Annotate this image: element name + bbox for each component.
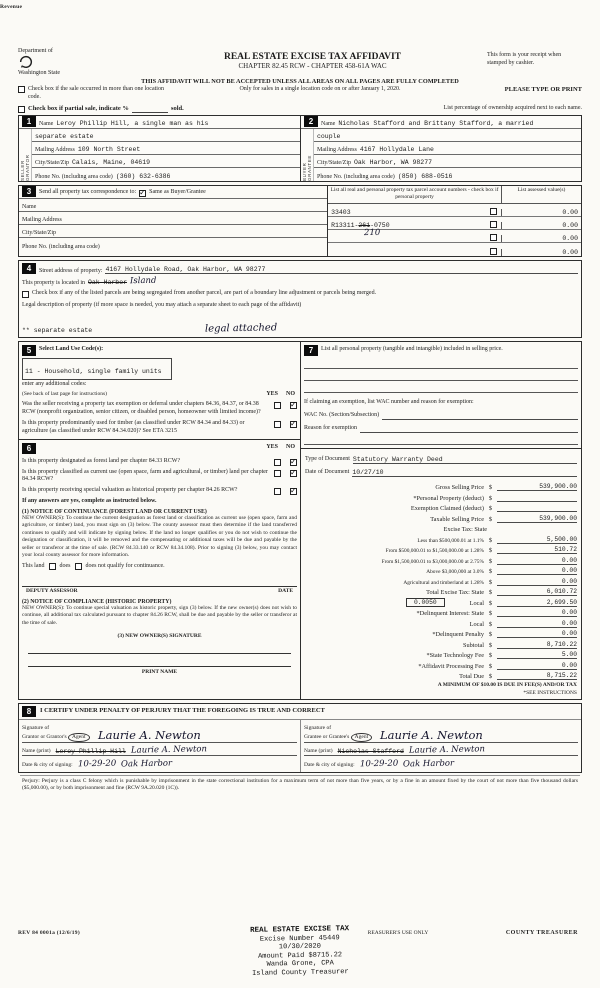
tax-line-excise-header: Excise Tax: State <box>443 526 487 534</box>
parcel-numbers-header: List all real and personal property tax parcel account numbers - check box if personal property <box>330 187 499 201</box>
section-7-number: 7 <box>304 345 318 356</box>
perjury-statement: Perjury: Perjury is a class C felony which is punishable by imprisonment in the state correctional institution for a maximum term of not more than five years, or by a fine in an amount fixed by the court of not more than five thousand dollars ($5,000.00), or by both imprisonment and fine (RCW 9A.20.020 (1C)). <box>20 775 580 793</box>
treasurer-use-only-label: REASURER'S USE ONLY <box>367 930 429 936</box>
seller-name-value-2[interactable]: separate estate <box>35 133 94 141</box>
s6-yes-header: YES <box>266 444 278 451</box>
s5-q2-no-checkbox[interactable] <box>290 421 297 428</box>
reason-label: Reason for exemption <box>304 424 357 431</box>
certify-statement: I CERTIFY UNDER PENALTY OF PERJURY THAT THE FOREGOING IS TRUE AND CORRECT <box>40 707 325 715</box>
section-4-number: 4 <box>22 263 36 274</box>
tax-line-delinquent-interest-state: *Delinquent Interest: State $ 0.00 <box>416 609 577 618</box>
ownership-label: List percentage of ownership acquired next to each name. <box>443 105 582 112</box>
street-address-label: Street address of property: <box>39 267 103 274</box>
s5-question-2: Is this property predominantly used for timber (as classified under RCW 84.34 and 84.33) or agriculture (as classified under RCW 84.34.020)? See ETA 3215 <box>22 420 245 434</box>
buyer-mailing-value[interactable]: 4167 Hollydale Lane <box>359 146 434 154</box>
tax-line-total-due: Total Due $ 8,715.22 <box>459 672 577 681</box>
personal-property-checkbox-3[interactable] <box>490 234 497 241</box>
s6-q2-yes-checkbox[interactable] <box>274 470 281 477</box>
s5-yes-header: YES <box>266 390 278 397</box>
doc-type-label: Type of Document <box>305 455 350 462</box>
s6-question-3: Is this property receiving special valuation as historical property per chapter 84.26 RCW? <box>22 487 238 494</box>
legal-description-label: Legal description of property (if more space is needed, you may attach a separate sheet to each page of the affidavit) <box>22 302 302 309</box>
segregated-label: Check box if any of the listed parcels are being segregated from another parcel, are part of a boundary line adjustment or parcels being merged. <box>32 290 377 297</box>
partial-sale-label: Check box if partial sale, indicate % <box>28 104 129 112</box>
date-label: DATE <box>278 587 293 594</box>
revenue-swirl-icon <box>18 54 34 70</box>
tax-line-tier4: Above $3,000,000 at 3.0% $ 0.00 <box>426 567 577 576</box>
tax-line-agricultural: Agricultural and timberland at 1.28% $ 0.00 <box>403 577 577 586</box>
doc-type-value[interactable]: Statutory Warranty Deed <box>353 456 577 464</box>
partial-sale-checkbox[interactable] <box>18 106 25 113</box>
tax-line-personal-deduct: *Personal Property (deduct) $ <box>305 491 577 502</box>
stamp-amount-paid: Amount Paid $8715.22 <box>257 951 343 961</box>
right-column <box>300 342 581 699</box>
parcel-number-2[interactable]: R13311-261-0750 <box>331 221 390 229</box>
grantee-date-handwritten: 10-29-20 <box>359 758 399 770</box>
stamp-cashier-name: Wanda Grone, CPA <box>266 959 334 969</box>
corr-mailing-label: Mailing Address <box>22 217 62 224</box>
buyer-grantee-side-label: BUYER GRANTEE <box>301 129 314 181</box>
section-8-number: 8 <box>22 706 36 717</box>
personal-property-line-2[interactable] <box>304 369 578 381</box>
county-treasurer-label: COUNTY TREASURER <box>505 930 578 936</box>
tax-line-taxable: Taxable Selling Price $ 539,900.00 <box>430 514 577 523</box>
treasurer-stamp <box>250 925 350 978</box>
same-as-buyer-checkbox[interactable] <box>139 190 146 197</box>
notice-compliance-title: (2) NOTICE OF COMPLIANCE (HISTORIC PROPERTY) <box>22 599 172 605</box>
grantor-agent-circled: Agent <box>68 733 89 742</box>
grantor-signature[interactable]: Laurie A. Newton <box>98 728 201 743</box>
land-use-section <box>22 344 297 436</box>
s5-no-header: NO <box>286 390 295 397</box>
form-footer <box>18 926 582 984</box>
seller-name-label: Name <box>39 121 54 128</box>
buyer-name-value[interactable]: Nicholas Stafford and Brittany Stafford, a married <box>338 120 534 128</box>
section-5-number: 5 <box>22 345 36 356</box>
grantee-name-print-label: Name (print) <box>304 747 333 754</box>
middle-columns <box>18 341 582 700</box>
assessed-value-3: 0.00 <box>501 235 581 242</box>
stamp-title: REAL ESTATE EXCISE TAX <box>250 925 350 935</box>
stamp-excise-number: Excise Number 45449 <box>259 934 340 944</box>
tax-line-subtotal: Subtotal $ 8,710.22 <box>463 640 577 649</box>
land-use-code-value: 11 - Household, single family units <box>25 367 162 375</box>
grantor-name-handwritten: Laurie A. Newton <box>130 744 207 756</box>
land-use-code-box[interactable] <box>22 358 172 380</box>
doc-date-value[interactable]: 10/27/10 <box>352 469 577 477</box>
property-address-section <box>18 260 582 338</box>
form-title: REAL ESTATE EXCISE TAX AFFIDAVIT <box>223 52 402 62</box>
stamp-office: Island County Treasurer <box>251 967 349 978</box>
s6-q3-no-checkbox[interactable] <box>290 488 297 495</box>
assessed-value-4: 0.00 <box>501 249 581 256</box>
s6-no-header: NO <box>286 444 295 451</box>
grantor-city-handwritten: Oak Harbor <box>120 758 173 770</box>
parcel-row-1 <box>328 204 581 217</box>
assessed-values-header: List assessed value(s) <box>501 186 581 203</box>
parcel-number-1[interactable]: 33403 <box>331 208 351 216</box>
corr-city-label: City/State/Zip <box>22 230 56 237</box>
warning-line: THIS AFFIDAVIT WILL NOT BE ACCEPTED UNLESS ALL AREAS ON ALL PAGES ARE FULLY COMPLETED <box>141 78 459 85</box>
multi-location-checkbox[interactable] <box>18 86 25 93</box>
grantee-sig-label-1: Signature of <box>304 725 332 732</box>
reason-field[interactable] <box>360 432 578 433</box>
s6-q3-yes-checkbox[interactable] <box>274 488 281 495</box>
seller-phone-label: Phone No. (including area code) <box>35 174 113 181</box>
left-column <box>19 342 300 699</box>
tax-computation-block <box>301 448 581 697</box>
grantee-signature[interactable]: Laurie A. Newton <box>380 728 483 743</box>
personal-property-line-1[interactable] <box>304 357 578 369</box>
buyer-phone-label: Phone No. (including area code) <box>317 174 395 181</box>
wac-field[interactable] <box>382 419 578 420</box>
s6-q1-yes-checkbox[interactable] <box>274 459 281 466</box>
seller-phone-value[interactable]: (360) 632-6386 <box>115 173 171 181</box>
department-of-label: Department of <box>18 48 53 54</box>
personal-deduct-field[interactable] <box>497 501 577 502</box>
grantee-agent-circled: Agent <box>351 733 372 742</box>
legal-attached-handwritten: legal attached <box>205 322 278 335</box>
buyer-city-value[interactable]: Oak Harbor, WA 98277 <box>354 159 433 167</box>
grantee-date-label: Date & city of signing: <box>304 761 355 768</box>
personal-property-checkbox-4[interactable] <box>490 248 497 255</box>
deputy-assessor-line[interactable] <box>22 586 297 596</box>
buyer-name-value-2[interactable]: couple <box>317 133 341 141</box>
doc-date-label: Date of Document <box>305 468 350 475</box>
s6-question-2: Is this property classified as current use (open space, farm and agricultural, or timber) land per chapter 84.34 RCW? <box>22 468 268 483</box>
s5-q1-yes-checkbox[interactable] <box>274 402 281 409</box>
seller-mailing-value[interactable]: 109 North Street <box>77 146 141 154</box>
s6-q1-no-checkbox[interactable] <box>290 459 297 466</box>
additional-codes-label: enter any additional codes: <box>22 380 87 387</box>
wac-label: WAC No. (Section/Subsection) <box>304 411 380 418</box>
located-in-struck-value: Oak Harbor <box>88 278 128 286</box>
corr-phone-label: Phone No. (including area code) <box>22 244 100 251</box>
stamp-date: 10/30/2020 <box>278 943 321 952</box>
tax-line-tier2: From $500,000.01 to $1,500,000.00 at 1.28% $ 510.72 <box>385 546 577 555</box>
grantor-date-label: Date & city of signing: <box>22 761 73 768</box>
personal-property-section <box>304 344 578 445</box>
grantee-name-handwritten: Laurie A. Newton <box>408 744 485 756</box>
separate-estate-note: ** separate estate <box>22 326 93 334</box>
seller-mailing-label: Mailing Address <box>35 147 75 154</box>
washington-state-label: Washington State <box>18 70 61 76</box>
s5-q1-no-checkbox[interactable] <box>290 402 297 409</box>
grantor-name-print-label: Name (print) <box>22 747 51 754</box>
parties-section <box>18 115 582 182</box>
section-1-number: 1 <box>22 116 36 127</box>
personal-property-line-3[interactable] <box>304 381 578 393</box>
tax-line-total-state: Total Excise Tax: State $ 6,010.72 <box>426 588 577 597</box>
land-does-not-checkbox[interactable] <box>75 563 82 570</box>
personal-property-checkbox-2[interactable] <box>490 221 497 228</box>
personal-property-label: List all personal property (tangible and intangible) included in selling price. <box>321 346 503 353</box>
local-rate-box[interactable]: 0.0050 <box>406 598 445 607</box>
grantor-date-handwritten: 10-29-20 <box>77 758 117 770</box>
grantee-signature-block <box>300 720 581 772</box>
seller-name-value[interactable]: Leroy Phillip Hill, a single man as his <box>56 120 209 128</box>
send-correspondence-label: Send all property tax correspondence to: <box>39 189 137 196</box>
certification-section <box>18 703 582 773</box>
notice-compliance-body: NEW OWNER(S): To continue special valuation as historic property, sign (3) below. If the new owner(s) does not wish to continue, all additional tax calculated pursuant to chapter 84.26 RCW, shall be due and payable by the seller or transferor at the time of sale. <box>22 605 297 626</box>
receipt-note: This form is your receipt when stamped by cashier. <box>487 52 562 66</box>
print-name-label: PRINT NAME <box>141 668 178 675</box>
section-6-number: 6 <box>22 443 36 454</box>
tax-line-tier1: Less than $500,000.01 at 1.1% $ 5,500.00 <box>417 535 577 544</box>
notice-continuance-title: (1) NOTICE OF CONTINUANCE (FOREST LAND OR CURRENT USE) <box>22 509 207 516</box>
if-yes-instruction: If any answers are yes, complete as instructed below. <box>22 498 157 505</box>
land-use-label: Select Land Use Code(s): <box>39 346 104 353</box>
s6-question-1: Is this property designated as forest land per chapter 84.33 RCW? <box>22 457 181 464</box>
grantor-sig-label-1: Signature of <box>22 725 50 732</box>
new-owner-signature-line-1[interactable] <box>28 641 291 654</box>
grantor-sig-label-2: Grantor or Grantor's <box>22 733 67 740</box>
grantee-name-struck: Nicholas Stafford <box>337 748 404 756</box>
please-type-label: PLEASE TYPE OR PRINT <box>504 86 582 93</box>
exemption-deduct-field[interactable] <box>497 511 577 512</box>
seller-city-value[interactable]: Calais, Maine, 04619 <box>72 159 151 167</box>
same-as-buyer-label: Same as Buyer/Grantee <box>149 189 206 196</box>
forest-land-section <box>19 439 300 678</box>
new-owner-signature-line-2[interactable] <box>28 654 291 667</box>
does-label: does <box>59 563 71 570</box>
corr-name-label: Name <box>22 204 37 211</box>
land-does-checkbox[interactable] <box>49 563 56 570</box>
tax-line-exemption-deduct: Exemption Claimed (deduct) $ <box>305 502 577 513</box>
tax-correspondence-section <box>18 185 582 257</box>
dor-logo <box>0 4 138 76</box>
minimum-due-note: A MINIMUM OF $10.00 IS DUE IN FEE(S) AND/OR TAX <box>437 682 577 689</box>
only-for-line: Only for sales in a single location code on or after January 1, 2020. <box>239 86 401 92</box>
tax-line-delinquent-penalty: *Delinquent Penalty $ 0.00 <box>432 630 577 639</box>
personal-property-checkbox-1[interactable] <box>490 208 497 215</box>
see-instructions-note: *SEE INSTRUCTIONS <box>523 689 577 696</box>
grantor-signature-block <box>19 720 300 772</box>
buyer-phone-value[interactable]: (850) 688-0516 <box>397 173 453 181</box>
section-2-number: 2 <box>304 116 318 127</box>
form-header <box>0 4 582 76</box>
new-owner-signature-label: (3) NEW OWNER(S) SIGNATURE <box>117 633 202 640</box>
rev-form-number: REV 84 0001a (12/6/19) <box>18 930 80 936</box>
partial-percent-field[interactable] <box>132 105 168 113</box>
parcel-row-4 <box>328 243 581 256</box>
grantee-sig-label-2: Grantee or Grantee's <box>304 733 350 740</box>
located-in-handwritten: Island <box>129 275 157 287</box>
buyer-grantee-box <box>300 116 581 181</box>
notice-continuance-body: NEW OWNER(S): To continue the current designation as forest land or classification as current use (open space, farm and agriculture, or timber) land, you must sign on (3) below. The county assessor must then determine if the land transferred continues to qualify and will indicate by signing below. If the land no longer qualifies or you do not wish to continue the designation or classification, it will be removed and the compensating or additional taxes will be due and payable by the seller or transferor at the time of sale. (RCW 84.33.140 or RCW 84.34.108). Prior to signing (3) below, you may contact your local county assessor for more information. <box>22 515 297 559</box>
grantee-city-handwritten: Oak Harbor <box>402 758 455 770</box>
parcel-row-2 <box>328 217 581 239</box>
parcel-2-struck-digits: 261 <box>358 221 371 229</box>
assessed-value-1: 0.00 <box>501 209 581 216</box>
does-not-label: does not qualify for continuance. <box>85 563 165 570</box>
seller-grantor-box <box>19 116 300 181</box>
section-3-number: 3 <box>22 186 36 197</box>
revenue-wordmark: Revenue <box>0 4 23 10</box>
tax-line-gross: Gross Selling Price $ 539,900.00 <box>435 483 577 492</box>
sold-label: sold. <box>170 104 184 112</box>
tax-line-local: 0.0050 Local $ 2,699.50 <box>305 596 577 607</box>
street-address-value[interactable]: 4167 Hollydale Road, Oak Harbor, WA 98277 <box>105 266 578 274</box>
s5-question-1: Was the seller receiving a property tax exemption or deferral under chapters 84.36, 84.37, or 84.38 RCW (nonprofit organization, senior citizen, or disabled person, homeowner with limited income)? <box>22 401 261 416</box>
located-in-label: This property is located in <box>22 279 85 286</box>
segregated-checkbox[interactable] <box>22 291 29 298</box>
tax-line-delinquent-interest-local: Local $ 0.00 <box>469 619 577 628</box>
exemption-label: If claiming an exemption, list WAC number and reason for exemption: <box>304 398 474 405</box>
seller-grantor-side-label: SELLER GRANTOR <box>19 129 32 181</box>
tax-line-processing-fee: *Affidavit Processing Fee $ 0.00 <box>418 661 577 670</box>
tax-line-tech-fee: *State Technology Fee $ 5.00 <box>426 651 577 660</box>
s6-q2-no-checkbox[interactable] <box>290 470 297 477</box>
s5-q2-yes-checkbox[interactable] <box>274 421 281 428</box>
buyer-name-label: Name <box>321 121 336 128</box>
buyer-mailing-label: Mailing Address <box>317 147 357 154</box>
deputy-assessor-label: DEPUTY ASSESSOR <box>26 587 78 594</box>
form-chapter: CHAPTER 82.45 RCW - CHAPTER 458-61A WAC <box>238 62 387 70</box>
multi-location-label: Check box if the sale occurred in more than one location code. <box>28 86 164 100</box>
see-back-label: (See back of last page for instructions) <box>22 390 107 397</box>
seller-city-label: City/State/Zip <box>35 160 69 167</box>
tax-line-tier3: From $1,500,000.01 to $3,000,000.00 at 2.75% $ 0.00 <box>381 556 577 565</box>
buyer-city-label: City/State/Zip <box>317 160 351 167</box>
assessed-value-2: 0.00 <box>501 222 581 229</box>
grantor-name-struck: Leroy Phillip Hill <box>55 748 126 756</box>
reason-line-2[interactable] <box>304 433 578 445</box>
this-land-label: This land <box>22 563 45 570</box>
parcel-2-handwritten-correction: 210 <box>364 227 381 239</box>
